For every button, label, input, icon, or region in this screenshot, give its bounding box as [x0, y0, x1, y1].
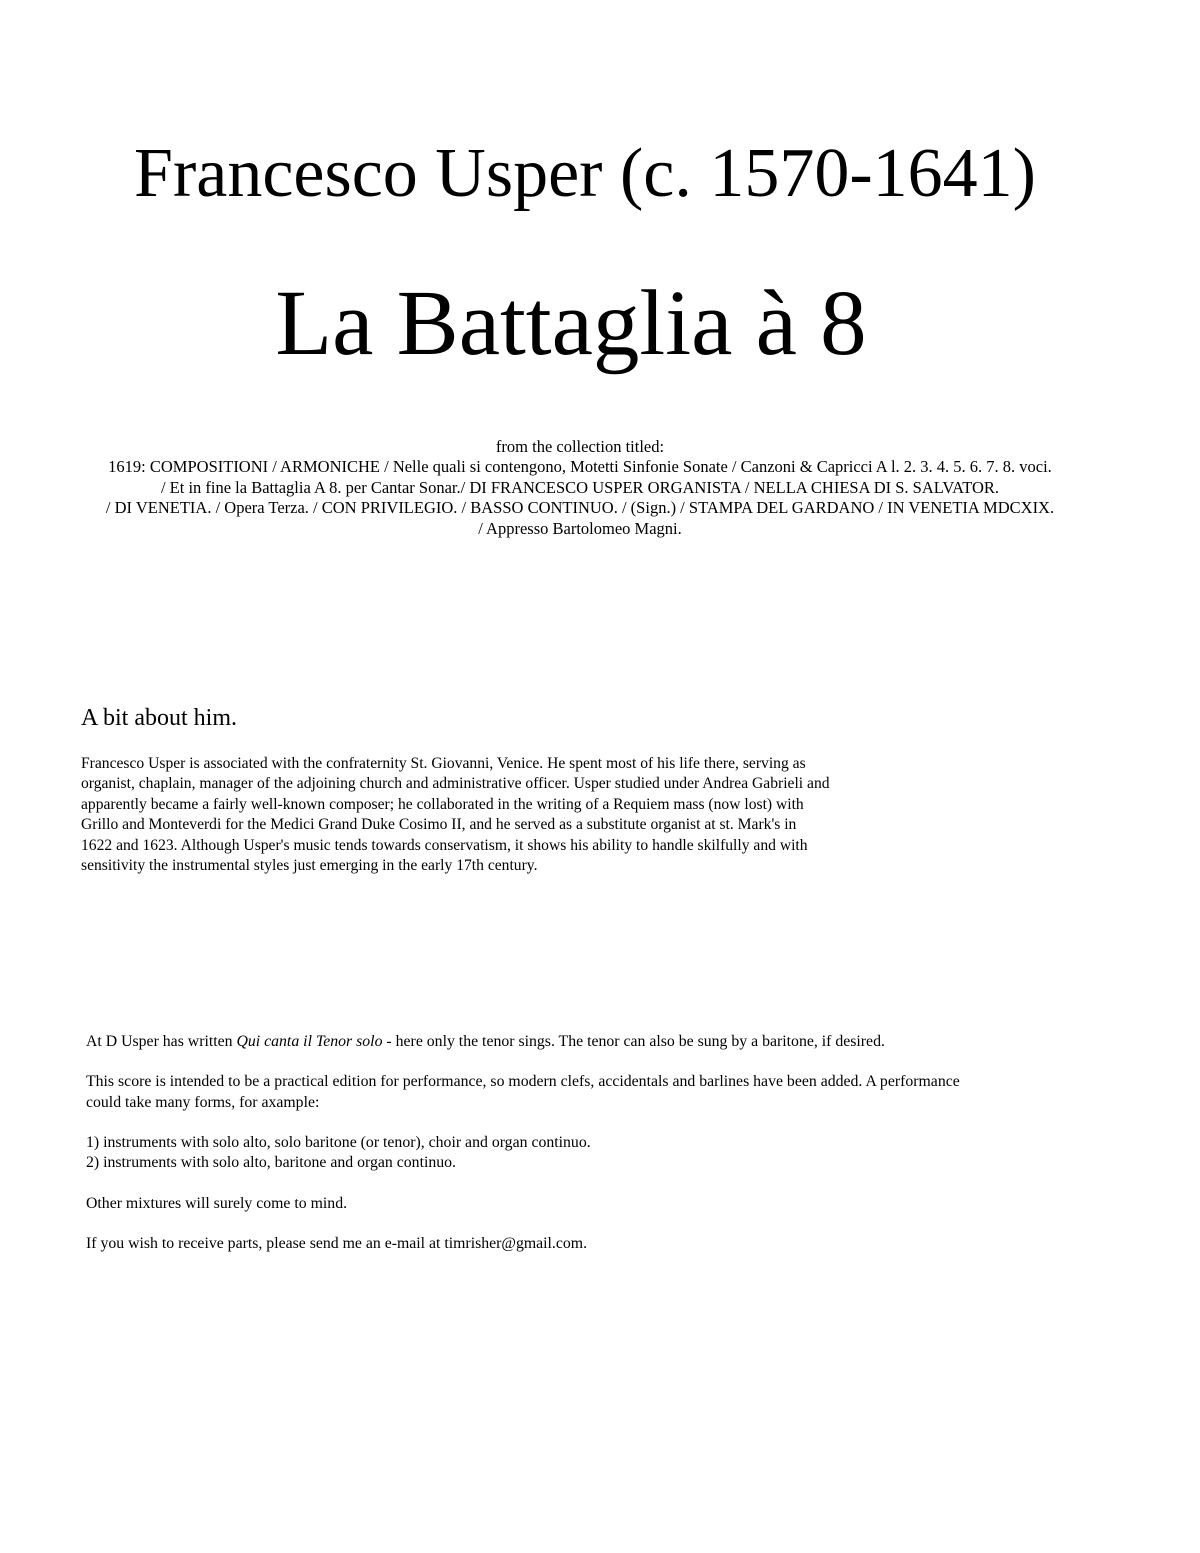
performance-options — [86, 1133, 1106, 1173]
performance-notes — [86, 1032, 1106, 1274]
edition-note — [86, 1072, 1106, 1112]
piece-title: La Battaglia à 8 — [275, 272, 867, 375]
other-mixtures-note: Other mixtures will surely come to mind. — [86, 1194, 348, 1212]
source-line: from the collection titled: — [495, 437, 665, 456]
edition-note-line: This score is intended to be a practical edition for performance, so modern clefs, accidentals and barlines have been added. A performance — [86, 1073, 960, 1091]
source-line: / DI VENETIA. / Opera Terza. / CON PRIVILEGIO. / BASSO CONTINUO. / (Sign.) / STAMPA DEL GARDANO / IN VENETIA MDCXIX. — [105, 498, 1055, 518]
source-line: / Et in fine la Battaglia A 8. per Cantar Sonar./ DI FRANCESCO USPER ORGANISTA / NELLA CHIESA DI S. SALVATOR. — [160, 477, 1000, 497]
biography-line: 1622 and 1623. Although Usper's music tends towards conservatism, it shows his ability to handle skilfully and with — [81, 836, 808, 854]
tenor-note-prefix: At D Usper has written — [86, 1033, 237, 1050]
tenor-note — [86, 1032, 1106, 1052]
biography-line: organist, chaplain, manager of the adjoining church and administrative officer. Usper studied under Andrea Gabrieli and — [81, 775, 830, 793]
contact-note: If you wish to receive parts, please send me an e-mail at timrisher@gmail.com. — [86, 1234, 588, 1252]
biography-line: sensitivity the instrumental styles just emerging in the early 17th century. — [81, 857, 538, 875]
about-heading: A bit about him. — [81, 705, 237, 731]
biography-line: apparently became a fairly well-known composer; he collaborated in the writing of a Requiem mass (now lost) with — [81, 795, 804, 813]
source-description — [20, 437, 1140, 539]
edition-note-line: could take many forms, for axample: — [86, 1093, 320, 1111]
source-line: / Appresso Bartolomeo Magni. — [478, 518, 682, 538]
tenor-note-suffix: - here only the tenor sings. The tenor can also be sung by a baritone, if desired. — [382, 1033, 885, 1050]
biography-line: Francesco Usper is associated with the confraternity St. Giovanni, Venice. He spent most of his life there, serving as — [81, 755, 806, 772]
performance-option: 1) instruments with solo alto, solo baritone (or tenor), choir and organ continuo. — [86, 1133, 591, 1151]
composer-heading: Francesco Usper (c. 1570-1641) — [134, 135, 1036, 212]
source-line: 1619: COMPOSITIONI / ARMONICHE / Nelle quali si contengono, Motetti Sinfonie Sonate / Canzoni & Capricci A l. 2. 3. 4. 5. 6. 7. 8. voci. — [108, 457, 1052, 477]
biography-paragraph — [81, 754, 961, 876]
performance-option: 2) instruments with solo alto, baritone and organ continuo. — [86, 1154, 457, 1172]
tenor-note-quote: Qui canta il Tenor solo — [236, 1033, 383, 1050]
biography-line: Grillo and Monteverdi for the Medici Grand Duke Cosimo II, and he served as a substitute organist at st. Mark's in — [81, 816, 797, 834]
